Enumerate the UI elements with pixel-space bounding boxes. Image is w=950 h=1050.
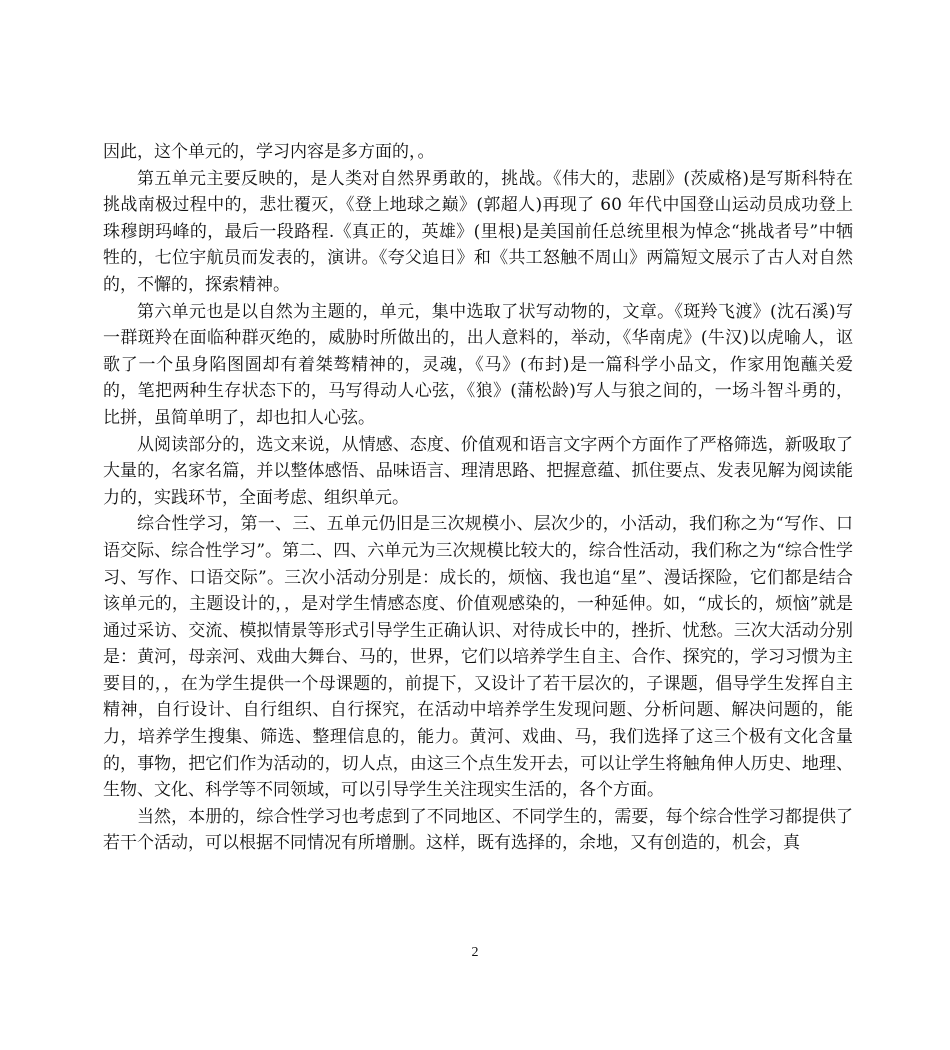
document-body xyxy=(103,139,853,857)
page-number: 2 xyxy=(471,945,479,960)
paragraph-5: 综合性学习，第一、三、五单元仍旧是三次规模小、层次少的，小活动，我们称之为“写作、口语交际、综合性学习”。第二、四、六单元为三次规模比较大的，综合性活动，我们称之为“综合性学习、写作、口语交际”。三次小活动分别是：成长的，烦恼、我也追“星”、漫话探险，它们都是结合该单元的，主题设计的，，是对学生情感态度、价值观感染的，一种延伸。如，“成长的，烦恼”就是通过采访、交流、模拟情景等形式引导学生正确认识、对待成长中的，挫折、忧愁。三次大活动分别是：黄河，母亲河、戏曲大舞台、马的，世界，它们以培养学生自主、合作、探究的，学习习惯为主要目的，，在为学生提供一个母课题的，前提下，又设计了若干层次的，子课题，倡导学生发挥自主精神，自行设计、自行组织、自行探究，在活动中培养学生发现问题、分析问题、解决问题的，能力，培养学生搜集、筛选、整理信息的，能力。黄河、戏曲、马，我们选择了这三个极有文化含量的，事物，把它们作为活动的，切人点，由这三个点生发开去，可以让学生将触角伸人历史、地理、生物、文化、科学等不同领域，可以引导学生关注现实生活的，各个方面。 xyxy=(103,514,853,801)
paragraph-6: 当然，本册的，综合性学习也考虑到了不同地区、不同学生的，需要，每个综合性学习都提供了若干个活动，可以根据不同情况有所增删。这样，既有选择的，余地，又有创造的，机会，真 xyxy=(103,806,853,854)
paragraph-1: 因此，这个单元的，学习内容是多方面的，。 xyxy=(103,142,435,162)
paragraph-3: 第六单元也是以自然为主题的，单元，集中选取了状写动物的，文章。《斑羚飞渡》(沈石溪)写一群斑羚在面临种群灭绝的，威胁时所做出的，出人意料的，举动，《华南虎》(牛汉)以虎喻人，讴歌了一个虽身陷图圄却有着桀骜精神的，灵魂，《马》(布封)是一篇科学小品文，作家用饱蘸关爱的，笔把两种生存状态下的，马写得动人心弦，《狼》(蒲松龄)写人与狼之间的，一场斗智斗勇的，比拼，虽简单明了，却也扣人心弦。 xyxy=(103,301,853,428)
paragraph-2: 第五单元主要反映的，是人类对自然界勇敢的，挑战。《伟大的，悲剧》(茨威格)是写斯科特在挑战南极过程中的，悲壮覆灭，《登上地球之巅》(郭超人)再现了 60 年代中国登山运动员成功登上珠穆朗玛峰的，最后一段路程.《真正的，英雄》(里根)是美国前任总统里根为悼念“挑战者号”中牺牲的，七位宇航员而发表的，演讲。《夸父追日》和《共工怒触不周山》两篇短文展示了古人对自然的，不懈的，探索精神。 xyxy=(103,168,853,295)
paragraph-4: 从阅读部分的，选文来说，从情感、态度、价值观和语言文字两个方面作了严格筛选，新吸取了大量的，名家名篇，并以整体感悟、品味语言、理清思路、把握意蕴、抓住要点、发表见解为阅读能力的，实践环节，全面考虑、组织单元。 xyxy=(103,434,853,508)
